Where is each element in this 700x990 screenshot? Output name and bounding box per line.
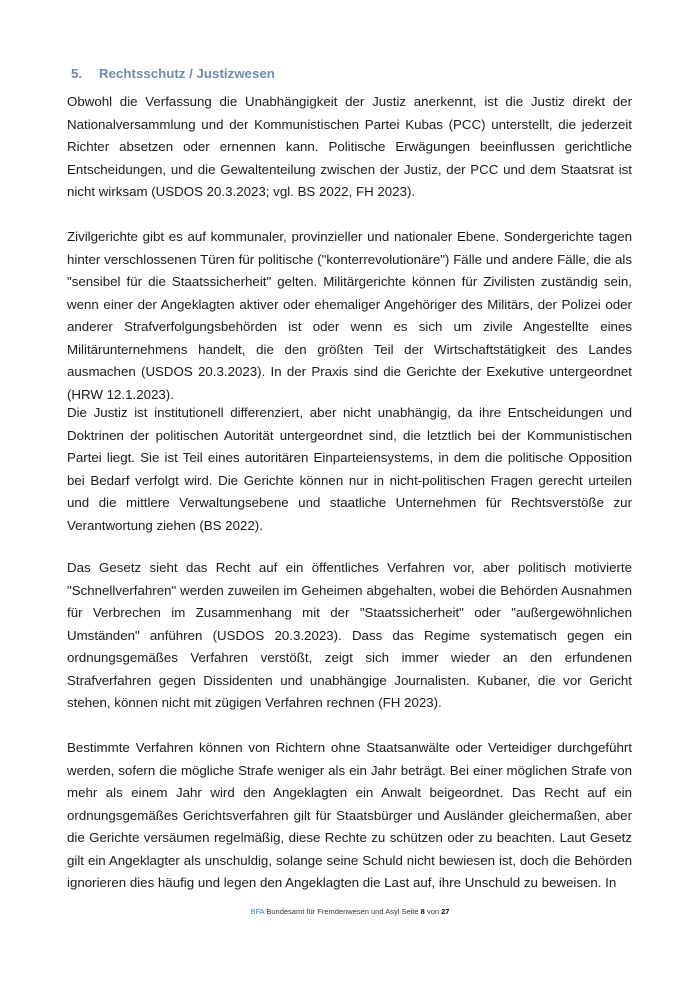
- paragraph-4: Das Gesetz sieht das Recht auf ein öffentliches Verfahren vor, aber politisch motivierte "Schnellverfahren" werden zuweilen im Geheimen abgehalten, wobei die Behörden Ausnahmen für Verbrechen im Zusammenhang mit der "Staatssicherheit" oder "außergewöhnlichen Umständen" anführen (USDOS 20.3.2023). Dass das Regime systematisch gegen ein ordnungsgemäßes Verfahren verstößt, zeigt sich immer wieder an den erfundenen Strafverfahren gegen Dissidenten und unabhängige Journalisten. Kubaner, die vor Gericht stehen, können nicht mit zügigen Verfahren rechnen (FH 2023).: [67, 560, 632, 710]
- paragraph-5: Bestimmte Verfahren können von Richtern ohne Staatsanwälte oder Verteidiger durchgeführt werden, sofern die mögliche Strafe weniger als ein Jahr beträgt. Bei einer möglichen Strafe von mehr als einem Jahr wird den Angeklagten ein Anwalt beigeordnet. Das Recht auf ein ordnungsgemäßes Gerichtsverfahren gilt für Staatsbürger und Ausländer gleichermaßen, aber die Gerichte versäumen regelmäßig, diese Rechte zu schützen oder zu beachten. Laut Gesetz gilt ein Angeklagter als unschuldig, solange seine Schuld nicht bewiesen ist, doch die Behörden ignorieren dies häufig und legen den Angeklagten die Last auf, ihre Unschuld zu beweisen. In: [67, 740, 632, 890]
- footer-page-current: 8: [420, 907, 425, 916]
- footer-page-total: 27: [441, 907, 450, 916]
- section-number: 5.: [71, 66, 83, 81]
- paragraph-2: Zivilgerichte gibt es auf kommunaler, provinzieller und nationaler Ebene. Sondergerichte tagen hinter verschlossenen Türen für politische ("konterrevolutionäre") Fälle und andere Fälle, die als "sensibel für die Staatssicherheit" gelten. Militärgerichte können für Zivilisten zuständig sein, wenn einer der Angeklagten aktiver oder ehemaliger Angehöriger des Militärs, der Polizei oder anderer Strafverfolgungsbehörden ist oder wenn es sich um zivile Angestellte eines Militärunternehmens handelt, die den größten Teil der Wirtschaftstätigkeit des Landes ausmachen (USDOS 20.3.2023). In der Praxis sind die Gerichte der Exekutive untergeordnet (HRW 12.1.2023).: [67, 229, 632, 402]
- section-heading: [71, 66, 275, 81]
- paragraph-1: Obwohl die Verfassung die Unabhängigkeit der Justiz anerkennt, ist die Justiz direkt der Nationalversammlung und der Kommunistischen Partei Kubas (PCC) unterstellt, die jederzeit Richter absetzen oder ernennen kann. Politische Erwägungen beeinflussen gerichtliche Entscheidungen, und die Gewaltenteilung zwischen der Justiz, der PCC und dem Staatsrat ist nicht wirksam (USDOS 20.3.2023; vgl. BS 2022, FH 2023).: [67, 94, 632, 199]
- footer-page-sep: von: [426, 907, 440, 916]
- footer-brand: BFA: [250, 907, 265, 916]
- page-footer: [0, 907, 700, 916]
- section-title: Rechtsschutz / Justizwesen: [99, 66, 275, 81]
- footer-org: Bundesamt für Fremdenwesen und Asyl: [266, 907, 400, 916]
- paragraph-3: Die Justiz ist institutionell differenziert, aber nicht unabhängig, da ihre Entscheidungen und Doktrinen der politischen Autorität untergeordnet sind, die letztlich bei der Kommunistischen Partei liegt. Sie ist Teil eines autoritären Einparteiensystems, in dem die politische Opposition bei Bedarf verfolgt wird. Die Gerichte können nur in nicht-politischen Fragen gerecht urteilen und die mittlere Verwaltungsebene und staatliche Unternehmen für Rechtsverstöße zur Verantwortung ziehen (BS 2022).: [67, 405, 632, 533]
- footer-page-label: Seite: [401, 907, 419, 916]
